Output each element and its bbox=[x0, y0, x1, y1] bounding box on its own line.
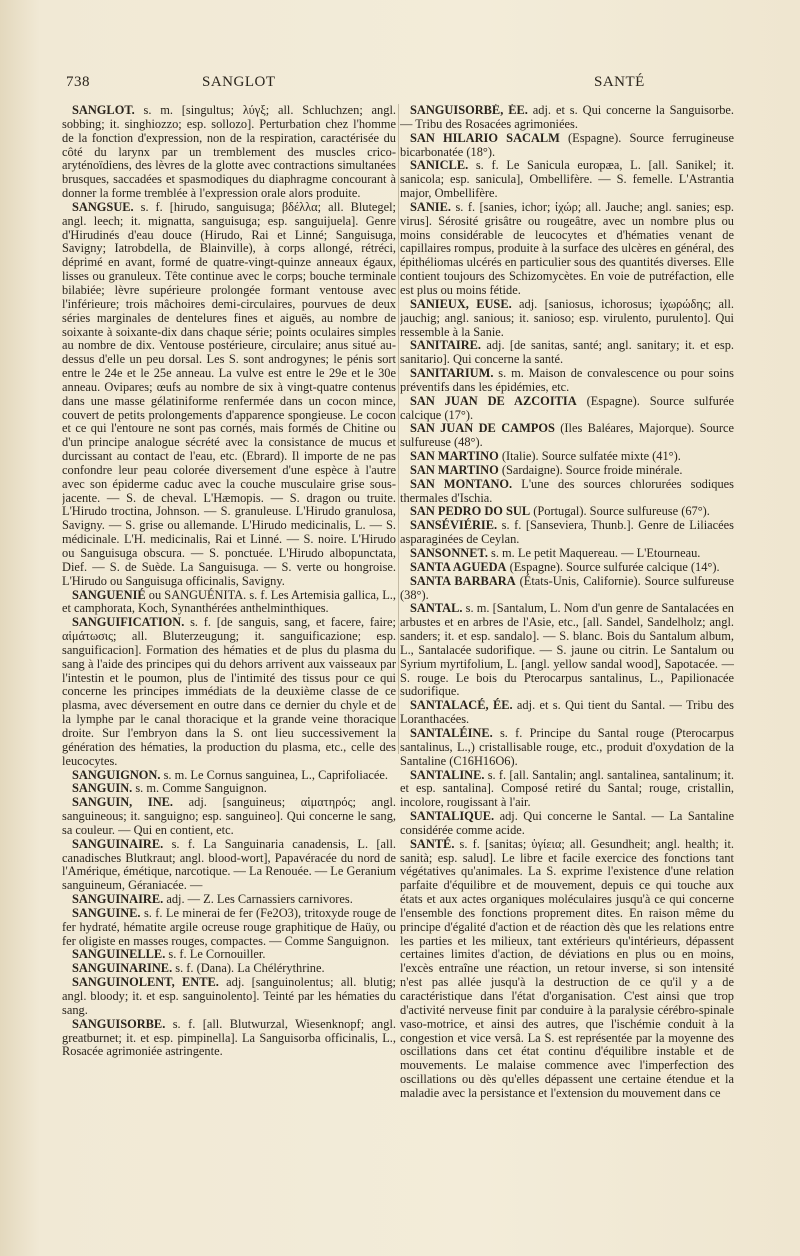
entry-definition: s. f. [hirudo, sanguisuga; βδέλλα; all. Blutegel; angl. leech; it. mignatta, sanguisuga; esp. sanguijuela]. Genre d'Hirudinés d'eau douce (Hirudo, Rai et Linné; Sanguisuga, Savigny; Iatrobdella, de Blainville), à corps allongé, rétréci, déprimé en avant, formé de quatre-vingt-quinze anneaux égaux, lisses ou granuleux. Tête continue avec le corps; bouche terminale bilabiée; lèvre supérieure prolongée formant ventouse avec l'inférieure; trois mâchoires demi-circulaires, pourvues de deux séries marginales de dentelures fines et aiguës, au nombre de soixante à soixante-dix dans chaque série; points oculaires simples au nombre de dix. Ventouse postérieure, circulaire; anus situé au-dessus d'elle un peu dorsal. Les S. sont androgynes; le pénis sort entre le 24e et le 25e anneau. La vulve est entre le 29e et le 30e anneau. Ovipares; œufs au nombre de six à vingt-quatre contenus dans une masse gélatiniforme renfermée dans un cocon mince, couvert de petits prolongements d'apparence spongieuse. Le cocon et ce qui l'entoure ne sont pas cornés, mais formés de Chitine ou d'un principe analogue sécrété avec la consistance de mucus et durcissant au contact de l'eau, etc. (Ebrard). Il importe de ne pas confondre leur peau colorée diversement d'une espèce à l'autre avec son épiderme caduc avec la couche musculaire grise sous-jacente. — S. de cheval. L'Hæmopis. — S. dragon ou truite. L'Hirudo troctina, Johnson. — S. granuleuse. L'Hirudo granulosa, Savigny. — S. grise ou allemande. L'Hirudo medicinalis, L. — S. médicinale. L'H. medicinalis, Rai et Linné. — S. noire. L'Hirudo ou Sanguisuga obscura. — S. ponctuée. L'Hirudo albopunctata, Dief. — S. de Suède. La Sanguisuga. — S. verte ou hongroise. L'Hirudo ou Sanguisuga officinalis, Savigny. bbox=[62, 199, 396, 588]
entry-headword: SAN MONTANO. bbox=[410, 476, 513, 491]
dictionary-entry bbox=[62, 769, 396, 783]
dictionary-entry bbox=[62, 201, 396, 589]
entry-definition: adj. et s. Qui concerne la Sanguisorbe. — Tribu des Rosacées agrimoniées. bbox=[400, 104, 734, 131]
entry-definition: s. m. [singultus; λύγξ; all. Schluchzen; angl. sobbing; it. singhiozzo; esp. sollozo]. Perturbation chez l'homme de la fonction d'expression, non de la respiration, caractérisée du côté du larynx par un tremblement des muscles crico-aryténoïdiens, des lèvres de la glotte avec contractions simultanées brusques, saccadées et spasmodiques du diaphragme concourant à donner la forme tremblée à l'expression orale alors produite. bbox=[62, 104, 396, 201]
entry-headword: SANITARIUM. bbox=[410, 366, 494, 381]
dictionary-entry bbox=[400, 104, 734, 132]
entry-headword: SANTALACÉ, ÉE. bbox=[410, 698, 513, 713]
entry-headword: SANTAL. bbox=[410, 601, 463, 616]
dictionary-entry bbox=[400, 201, 734, 298]
entry-definition: s. f. [Sanseviera, Thunb.]. Genre de Liliacées asparaginées de Ceylan. bbox=[400, 518, 734, 547]
dictionary-entry bbox=[62, 104, 396, 201]
dictionary-entry bbox=[400, 505, 734, 519]
entry-headword: SANTA BARBARA bbox=[410, 573, 516, 588]
entry-definition: (Sardaigne). Source froide minérale. bbox=[498, 462, 683, 477]
entry-headword: SANGUINAIRE. bbox=[72, 836, 164, 851]
entry-definition: s. f. [de sanguis, sang, et facere, faire; αἱμάτωσις; all. Bluterzeugung; it. sanguificazione; esp. sanguificacion]. Formation des hématies et de plus du plasma du sang à l'aide des principes qui du dehors arrivent aux vaisseaux par l'intestin et le poumon, plus de l'intimité des tissus pour ce qui concerne les principes immédiats de la deuxième classe de ce plasma, avec déversement en outre dans ce dernier du chyle et de la lymphe par le canal thoracique et la grande veine thoracique droite. Sur l'embryon dans la S. ont lieu successivement la génération des hématies, la production du plasma, etc., celle des leucocytes. bbox=[62, 615, 396, 768]
entry-headword: SAN PEDRO DO SUL bbox=[410, 504, 531, 519]
entry-headword: SANTALINE. bbox=[410, 767, 485, 782]
right-column bbox=[400, 104, 734, 1254]
dictionary-entry bbox=[400, 602, 734, 699]
entry-definition: (Espagne). Source sulfurée calcique (14°). bbox=[506, 559, 720, 574]
entry-definition: s. m. Maison de convalescence ou pour soins préventifs dans les épidémies, etc. bbox=[400, 366, 734, 394]
entry-definition: s. f. Le Cornouiller. bbox=[165, 947, 266, 962]
entry-headword: SAN MARTINO bbox=[410, 462, 499, 477]
dictionary-entry bbox=[62, 962, 396, 976]
entry-definition: (Espagne). Source sulfurée calcique (17°). bbox=[400, 393, 734, 422]
entry-definition: adj. [sanguineus; αἱματηρός; angl. sanguineous; it. sanguigno; esp. sanguineo]. Qui concerne le sang, sa couleur. — Qui en contient, etc. bbox=[62, 795, 396, 837]
page-number: 738 bbox=[66, 74, 90, 90]
dictionary-entry bbox=[62, 616, 396, 768]
dictionary-entry bbox=[400, 838, 734, 1101]
entry-definition: s. f. (Dana). La Chélérythrine. bbox=[172, 961, 325, 976]
entry-headword: SANIEUX, EUSE. bbox=[410, 296, 512, 311]
entry-definition: s. f. Le Sanicula europæa, L. [all. Sanikel; it. sanicola; esp. sanicula], Ombellifère. — S. femelle. L'Astrantia major, Ombellifère. bbox=[400, 158, 734, 201]
entry-headword: SANTA AGUEDA bbox=[410, 559, 507, 574]
entry-headword: SAN HILARIO SACALM bbox=[410, 130, 560, 145]
dictionary-entry bbox=[62, 893, 396, 907]
entry-headword: SANGUIFICATION. bbox=[72, 615, 185, 630]
dictionary-entry bbox=[62, 976, 396, 1018]
entry-headword: SANGUISORBÉ, ÉE. bbox=[410, 104, 528, 117]
dictionary-entry bbox=[400, 561, 734, 575]
entry-headword: SANGUINAIRE. bbox=[72, 892, 164, 907]
dictionary-entry bbox=[62, 948, 396, 962]
entry-definition: adj. [saniosus, ichorosus; ἰχωρώδης; all. jauchig; angl. sanious; it. sanioso; esp. virulento, purulento]. Qui ressemble à la Sanie. bbox=[400, 296, 734, 339]
running-header bbox=[56, 74, 784, 98]
entry-definition: ou SANGUÉNITA. s. f. Les Artemisia gallica, L., et camphorata, Koch, Synanthérées anthelminthiques. bbox=[62, 587, 396, 616]
dictionary-entry bbox=[400, 422, 734, 450]
column-divider bbox=[398, 104, 399, 754]
dictionary-entry bbox=[400, 395, 734, 423]
dictionary-entry bbox=[62, 796, 396, 838]
entry-headword: SANGUINARINE. bbox=[72, 961, 173, 976]
entry-definition: L'une des sources chlorurées sodiques thermales d'Ischia. bbox=[400, 476, 734, 505]
entry-definition: s. m. Le Cornus sanguinea, L., Caprifoliacée. bbox=[160, 767, 388, 782]
dictionary-entry bbox=[400, 298, 734, 340]
entry-definition: adj. [de sanitas, santé; angl. sanitary; it. et esp. sanitario]. Qui concerne la santé. bbox=[400, 338, 734, 367]
entry-definition: s. m. Comme Sanguignon. bbox=[132, 781, 267, 796]
dictionary-entry bbox=[400, 575, 734, 603]
entry-headword: SANGUINE. bbox=[72, 905, 141, 920]
entry-headword: SANGUINOLENT, ENTE. bbox=[72, 975, 219, 990]
entry-definition: (Portugal). Source sulfureuse (67°). bbox=[530, 504, 710, 519]
dictionary-entry bbox=[400, 810, 734, 838]
entry-headword: SANITAIRE. bbox=[410, 338, 482, 353]
dictionary-entry bbox=[400, 769, 734, 811]
entry-definition: adj. et s. Qui tient du Santal. — Tribu des Loranthacées. bbox=[400, 698, 734, 727]
entry-headword: SANIE. bbox=[410, 199, 451, 214]
dictionary-entry bbox=[62, 782, 396, 796]
entry-definition: adj. Qui concerne le Santal. — La Santaline considérée comme acide. bbox=[400, 809, 734, 837]
entry-headword: SANTÉ. bbox=[410, 836, 455, 851]
entry-definition: adj. [sanguinolentus; all. blutig; angl. bloody; it. et esp. sanguinolento]. Teinté par les hématies du sang. bbox=[62, 975, 396, 1017]
entry-headword: SANSONNET. bbox=[410, 546, 488, 560]
dictionary-entry bbox=[400, 478, 734, 506]
entry-definition: s. f. Le minerai de fer (Fe2O3), tritoxyde rouge de fer hydraté, hématite argile ocreuse rouge graphitique de Haüy, ou fer oligiste en masses rouges, compactes. — Comme Sanguignon. bbox=[62, 905, 396, 948]
dictionary-entry bbox=[400, 450, 734, 464]
entry-headword: SANSÉVIÉRIE. bbox=[410, 518, 498, 533]
left-column bbox=[62, 104, 396, 1254]
entry-headword: SANICLE. bbox=[410, 158, 469, 173]
entry-headword: SANGLOT. bbox=[72, 104, 135, 117]
entry-definition: s. f. [all. Santalin; angl. santalinea, santalinum; it. et esp. santalina]. Composé retiré du Santal; rouge, cristallin, incolore, rougissant à l'air. bbox=[400, 767, 734, 810]
entry-definition: (Iles Baléares, Majorque). Source sulfureuse (48°). bbox=[400, 421, 734, 450]
entry-definition: s. f. La Sanguinaria canadensis, L. [all. canadisches Blutkraut; angl. blood-wort], Papavéracée du nord de l'Amérique, émétique, narcotique. — La Renouée. — Le Geranium sanguineum, Géraniacée. — bbox=[62, 836, 396, 893]
left-running-head: SANGLOT bbox=[202, 74, 276, 90]
entry-definition: s. f. Principe du Santal rouge (Pterocarpus santalinus, L.,) cristallisable rouge, etc., produit d'oxydation de la Santaline (C16H16O6). bbox=[400, 725, 734, 768]
dictionary-entry bbox=[400, 727, 734, 769]
entry-definition: s. f. [sanitas; ὑγίεια; all. Gesundheit; angl. health; it. sanità; esp. salud]. Le libre et facile exercice des fonctions tant végétatives qu'animales. La S. exprime l'existence d'une relation parfaite d'équilibre et de mouvement, depuis ce qui touche aux états et aux actes organiques moléculaires jusqu'à ce qui concerne l'ensemble des fonctions proprement dites. En raison même du principe d'égalité d'action et de réaction dès que les relations entre les parties et les milieux, tant extérieurs qu'intérieurs, dépassent certaines limites d'action, de déviations en plus ou en moins, l'excès entraîne une réaction, un retour inverse, si son intensité n'est pas allée jusqu'à la destruction de ce qu'il y a de caractéristique dans l'état d'organisation. C'est ainsi que trop d'activité nerveuse finit par conduire à la paralysie cérébro-spinale vaso-motrice, et ainsi des autres, que l'ischémie conduit à la congestion et vice versâ. La S. est représentée par la moyenne des oscillations dans cet état continu d'équilibre instable et de mouvements. Le malaise commence avec l'imperfection des oscillations ou dès qu'elles dépassent une certaine étendue et la maladie avec la persistance et l'extension du mouvement dans ce bbox=[400, 836, 734, 1100]
entry-definition: s. m. [Santalum, L. Nom d'un genre de Santalacées en arbustes et en arbres de l'Asie, etc., [all. Sandel, Sandelholz; angl. sanders; it. et esp. sandalo]. — S. blanc. Bois du Santalum album, L., Santalacée sudorifique. — S. jaune ou citrin. Le Santalum ou Syrium myrtifolium, L. [angl. yellow sandal wood], Sapotacée. — S. rouge. Le bois du Pterocarpus santalinus, L., Papilionacée sudorifique. bbox=[400, 601, 734, 699]
entry-headword: SANGUISORBE. bbox=[72, 1016, 166, 1031]
entry-headword: SANGUIGNON. bbox=[72, 767, 161, 782]
dictionary-entry bbox=[62, 1018, 396, 1060]
entry-headword: SANTALÉINE. bbox=[410, 725, 493, 740]
dictionary-entry bbox=[400, 339, 734, 367]
entry-headword: SANGUINELLE. bbox=[72, 947, 166, 962]
entry-headword: SAN JUAN DE CAMPOS bbox=[410, 421, 555, 436]
dictionary-entry bbox=[62, 589, 396, 617]
entry-definition: (Espagne). Source ferrugineuse bicarbonatée (18°). bbox=[400, 130, 734, 159]
entry-headword: SANGUENIÉ bbox=[72, 587, 146, 602]
entry-headword: SANGUIN. bbox=[72, 781, 133, 796]
entry-definition: (États-Unis, Californie). Source sulfureuse (38°). bbox=[400, 573, 734, 602]
dictionary-entry bbox=[400, 132, 734, 160]
entry-headword: SAN MARTINO bbox=[410, 449, 499, 464]
dictionary-entry bbox=[400, 547, 734, 561]
right-running-head: SANTÉ bbox=[594, 74, 645, 90]
entry-definition: adj. — Z. Les Carnassiers carnivores. bbox=[163, 892, 353, 907]
entry-headword: SANGSUE. bbox=[72, 199, 134, 214]
entry-definition: s. f. [all. Blutwurzal, Wiesenknopf; angl. greatburnet; it. et esp. pimpinella]. La Sanguisorba officinalis, L., Rosacée agrimoniée astringente. bbox=[62, 1016, 396, 1059]
dictionary-entry bbox=[62, 838, 396, 893]
entry-headword: SAN JUAN DE AZCOITIA bbox=[410, 393, 577, 408]
dictionary-entry bbox=[400, 699, 734, 727]
dictionary-entry bbox=[400, 159, 734, 201]
entry-definition: s. f. [sanies, ichor; ἰχώρ; all. Jauche; angl. sanies; esp. virus]. Sérosité grisâtre ou rougeâtre, avec un nombre plus ou moins considérable de leucocytes et d'hématies venant de capillaires rompus, produite à la surface des ulcères en général, des épithéliomas ulcérés en particulier sous des quantités diverses. Elle contient toujours des Schizomycètes. En voie de putréfaction, elle est plus ou moins fétide. bbox=[400, 199, 734, 297]
dictionary-entry bbox=[400, 367, 734, 395]
entry-headword: SANTALIQUE. bbox=[410, 809, 495, 824]
entry-headword: SANGUIN, INE. bbox=[72, 795, 174, 810]
entry-definition: s. m. Le petit Maquereau. — L'Etourneau. bbox=[487, 546, 701, 560]
entry-definition: (Italie). Source sulfatée mixte (41°). bbox=[498, 449, 681, 464]
dictionary-entry bbox=[62, 907, 396, 949]
dictionary-entry bbox=[400, 464, 734, 478]
dictionary-entry bbox=[400, 519, 734, 547]
